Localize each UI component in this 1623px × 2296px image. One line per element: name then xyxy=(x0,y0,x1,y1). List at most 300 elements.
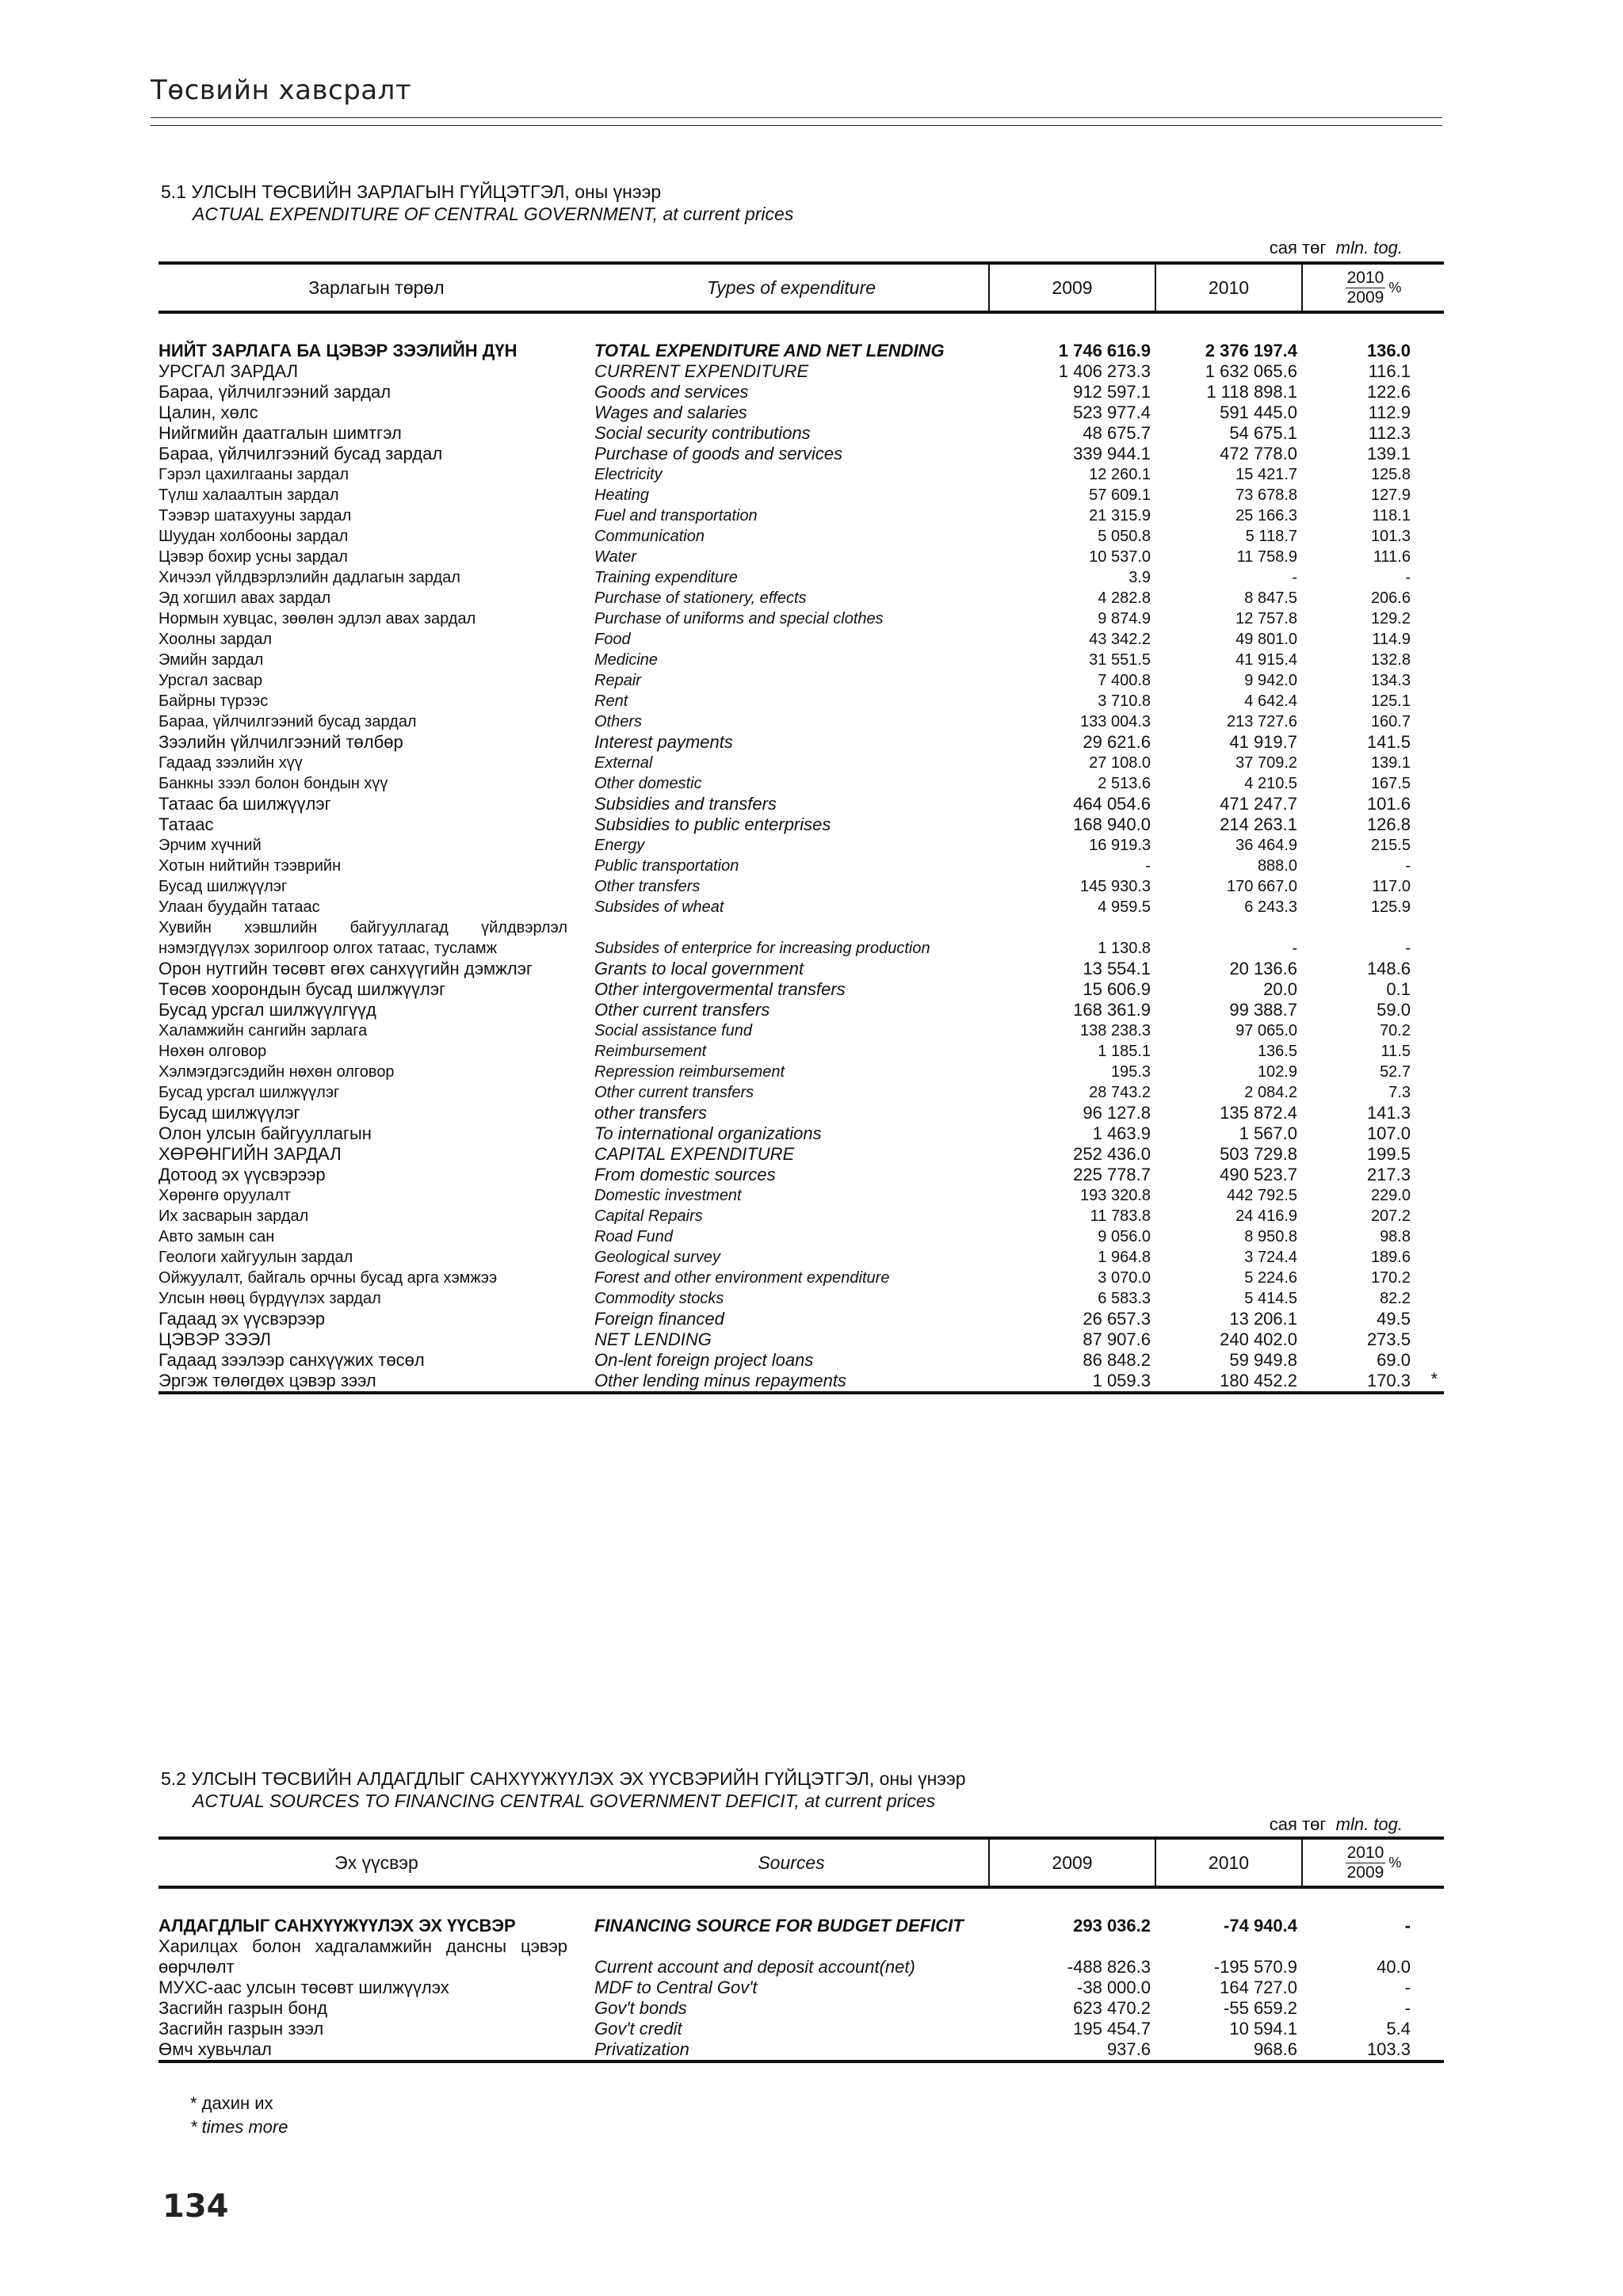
table-row xyxy=(158,1020,1444,1041)
value-2010: -55 659.2 xyxy=(1224,1998,1297,2018)
value-2010: 4 642.4 xyxy=(1244,692,1297,710)
value-ratio: 132.8 xyxy=(1370,651,1411,669)
value-ratio: 129.2 xyxy=(1370,610,1411,627)
row-label-mn: Бусад урсгал шилжүүлэг xyxy=(158,1084,340,1101)
row-label-mn: Эмийн зардал xyxy=(158,651,264,669)
value-2009: 26 657.3 xyxy=(1083,1309,1151,1329)
value-2009: 48 675.7 xyxy=(1083,423,1151,443)
row-label-en: Other intergovermental transfers xyxy=(594,979,846,999)
value-ratio: 112.3 xyxy=(1368,423,1411,443)
value-2010: 97 065.0 xyxy=(1235,1022,1297,1039)
value-2009: 1 185.1 xyxy=(1098,1043,1151,1060)
row-label-en: Subsides of enterprice for increasing production xyxy=(594,940,930,957)
row-label-en: Training expenditure xyxy=(594,569,738,586)
sources-table-body xyxy=(158,1887,1444,2061)
table-row xyxy=(158,1103,1444,1123)
value-ratio: 215.5 xyxy=(1370,837,1411,854)
table-row xyxy=(158,382,1444,402)
value-2009: 7 400.8 xyxy=(1098,672,1151,689)
table-row xyxy=(158,1041,1444,1062)
value-ratio: 206.6 xyxy=(1370,589,1411,607)
value-2009: 4 282.8 xyxy=(1098,589,1151,607)
value-ratio: 82.2 xyxy=(1380,1290,1411,1307)
row-label-mn: Бараа, үйлчилгээний бусад зардал xyxy=(158,713,417,730)
row-label-mn: Улаан буудайн татаас xyxy=(158,898,320,916)
value-2009: 3.9 xyxy=(1128,569,1151,586)
value-2009: 523 977.4 xyxy=(1073,402,1151,422)
row-label-en: Other lending minus repayments xyxy=(594,1371,989,1393)
table-row xyxy=(158,464,1444,485)
table-row xyxy=(158,423,1444,444)
row-label-en: External xyxy=(594,754,653,772)
table-row xyxy=(158,547,1444,567)
value-2009: 1 406 273.3 xyxy=(1058,361,1151,381)
value-2010: 49 801.0 xyxy=(1235,631,1297,648)
value-2009: 1 964.8 xyxy=(1098,1249,1151,1266)
value-2009: 5 050.8 xyxy=(1098,528,1151,545)
value-ratio: 125.8 xyxy=(1370,466,1411,483)
header-2010: 2010 xyxy=(1155,1838,1302,1887)
value-2009: - xyxy=(1145,857,1151,875)
section-title-mn: 5.2 УЛСЫН ТӨСВИЙН АЛДАГДЛЫГ САНХҮҮЖҮҮЛЭХ ЭХ ҮҮСВЭРИЙН ГҮЙЦЭТГЭЛ, оны үнээр xyxy=(161,1768,966,1789)
value-2010: 1 567.0 xyxy=(1239,1123,1297,1143)
row-label-en: Public transportation xyxy=(594,857,739,875)
value-2009: 6 583.3 xyxy=(1098,1290,1151,1307)
value-ratio: 59.0 xyxy=(1377,1000,1411,1020)
value-ratio: - xyxy=(1404,1978,1411,1997)
section-title xyxy=(161,181,793,225)
row-label-en: CAPITAL EXPENDITURE xyxy=(594,1144,795,1164)
value-ratio: 107.0 xyxy=(1366,1123,1411,1143)
row-label-en: MDF to Central Gov't xyxy=(594,1978,758,1997)
table-row xyxy=(158,917,1444,959)
row-label-mn: Дотоод эх үүсвэрээр xyxy=(158,1165,326,1184)
row-label-mn: Эд хогшил авах зардал xyxy=(158,589,331,607)
row-label-en: Subsides of wheat xyxy=(594,898,724,916)
section-title-en: ACTUAL EXPENDITURE OF CENTRAL GOVERNMENT, at current prices xyxy=(193,204,794,224)
table-row xyxy=(158,711,1444,732)
value-2009: 86 848.2 xyxy=(1083,1350,1151,1370)
row-label-en: From domestic sources xyxy=(594,1165,776,1184)
row-label-en: Communication xyxy=(594,528,705,545)
row-label-en: Forest and other environment expenditure xyxy=(594,1269,890,1287)
value-2009: 87 907.6 xyxy=(1083,1329,1151,1349)
ratio-unit: % xyxy=(1388,280,1402,296)
table-row xyxy=(158,526,1444,547)
value-2009: 195 454.7 xyxy=(1073,2019,1151,2039)
row-label-mn: Нөхөн олговор xyxy=(158,1043,267,1060)
value-2010: 214 263.1 xyxy=(1220,814,1297,834)
row-label-en: Purchase of goods and services xyxy=(594,444,843,463)
row-label-mn: Урсгал засвар xyxy=(158,672,263,689)
table-row xyxy=(158,1123,1444,1144)
value-2010: 5 414.5 xyxy=(1244,1290,1297,1307)
value-2010: -195 570.9 xyxy=(1213,1957,1297,1977)
value-2009: 43 342.2 xyxy=(1089,631,1151,648)
row-label-mn: АЛДАГДЛЫГ САНХҮҮЖҮҮЛЭХ ЭХ ҮҮСВЭР xyxy=(158,1916,516,1936)
row-label-en: On-lent foreign project loans xyxy=(594,1350,814,1370)
row-label-mn: Олон улсын байгууллагын xyxy=(158,1123,372,1143)
row-label-en: Capital Repairs xyxy=(594,1207,703,1225)
row-label-mn: Хоолны зардал xyxy=(158,631,272,648)
row-label-mn: Бусад шилжүүлэг xyxy=(158,878,288,895)
value-ratio: 117.0 xyxy=(1372,878,1411,895)
table-header-row xyxy=(158,263,1444,312)
expenditure-table-body xyxy=(158,312,1444,1393)
row-label-mn: Хичээл үйлдвэрлэлийн дадлагын зардал xyxy=(158,569,460,586)
table-row xyxy=(158,2039,1444,2061)
value-2010: 8 950.8 xyxy=(1244,1228,1297,1245)
value-ratio: 116.1 xyxy=(1368,361,1411,381)
table-row xyxy=(158,794,1444,814)
row-label-en: Subsidies to public enterprises xyxy=(594,814,831,834)
table-row xyxy=(158,588,1444,608)
table-row xyxy=(158,1226,1444,1247)
value-2009: 15 606.9 xyxy=(1083,979,1151,999)
value-2010: 180 452.2 xyxy=(1155,1371,1302,1393)
value-2009: 1 463.9 xyxy=(1092,1123,1151,1143)
value-2009: 2 513.6 xyxy=(1098,775,1151,792)
row-label-mn: Төсөв хоорондын бусад шилжүүлэг xyxy=(158,979,446,999)
value-2010: 213 727.6 xyxy=(1227,713,1297,730)
value-2010: 240 402.0 xyxy=(1220,1329,1297,1349)
value-2009: 133 004.3 xyxy=(1080,713,1151,730)
value-2010: 73 678.8 xyxy=(1235,486,1297,504)
table-row xyxy=(158,1000,1444,1020)
value-2009: 168 361.9 xyxy=(1073,1000,1151,1020)
value-2010: 490 523.7 xyxy=(1220,1165,1297,1184)
value-ratio: 103.3 xyxy=(1302,2039,1444,2061)
header-2009: 2009 xyxy=(989,263,1155,312)
table-row xyxy=(158,1998,1444,2019)
row-label-en: Repair xyxy=(594,672,641,689)
value-2009: 29 621.6 xyxy=(1083,732,1151,752)
value-ratio: 160.7 xyxy=(1370,713,1411,730)
value-2009: 31 551.5 xyxy=(1089,651,1151,669)
table-row xyxy=(158,485,1444,505)
value-2010: 442 792.5 xyxy=(1227,1187,1297,1204)
table-row xyxy=(158,650,1444,670)
row-label-en: Social assistance fund xyxy=(594,1022,753,1039)
value-2010: 20.0 xyxy=(1263,979,1297,999)
table-row xyxy=(158,1350,1444,1371)
value-ratio: - xyxy=(1404,1998,1411,2018)
units-label xyxy=(1270,238,1403,258)
value-ratio: 125.9 xyxy=(1370,898,1411,916)
value-2009: 1 059.3 xyxy=(989,1371,1155,1393)
row-label-en: Grants to local government xyxy=(594,959,804,978)
row-label-en: Road Fund xyxy=(594,1228,673,1245)
header-ratio xyxy=(1302,1838,1444,1887)
value-2010: 59 949.8 xyxy=(1229,1350,1297,1370)
table-row xyxy=(158,732,1444,753)
row-label-mn: Байрны түрээс xyxy=(158,692,269,710)
row-label-mn: Бараа, үйлчилгээний бусад зардал xyxy=(158,444,443,463)
value-ratio: 118.1 xyxy=(1372,507,1411,524)
value-2010: 24 416.9 xyxy=(1235,1207,1297,1225)
value-ratio: - xyxy=(1404,1916,1411,1936)
value-2010: 472 778.0 xyxy=(1220,444,1297,463)
row-label-en: Purchase of stationery, effects xyxy=(594,589,807,607)
table-row xyxy=(158,629,1444,650)
footnote-marker: * xyxy=(1430,1369,1438,1389)
row-label-en: Current account and deposit account(net) xyxy=(594,1957,915,1977)
value-ratio: 49.5 xyxy=(1377,1309,1411,1329)
value-2009: 168 940.0 xyxy=(1073,814,1151,834)
footnote xyxy=(190,2092,288,2139)
value-ratio: 0.1 xyxy=(1386,979,1411,999)
row-label-en: Domestic investment xyxy=(594,1187,742,1204)
table-row xyxy=(158,505,1444,526)
table-row xyxy=(158,1247,1444,1268)
row-label-mn: Шуудан холбооны зардал xyxy=(158,528,349,545)
row-label-mn: Татаас xyxy=(158,814,214,834)
value-2009: 11 783.8 xyxy=(1090,1207,1151,1225)
row-label-mn: Геологи хайгуулын зардал xyxy=(158,1249,353,1266)
row-label-mn: Хотын нийтийн тээврийн xyxy=(158,857,342,875)
table-row xyxy=(158,312,1444,361)
value-2010: 2 084.2 xyxy=(1244,1084,1297,1101)
value-ratio: 141.5 xyxy=(1366,732,1411,752)
value-2010: 591 445.0 xyxy=(1220,402,1297,422)
value-2010: 15 421.7 xyxy=(1235,466,1297,483)
value-ratio: 122.6 xyxy=(1366,382,1411,402)
section-title xyxy=(161,1768,966,1812)
value-ratio: 11.5 xyxy=(1381,1043,1411,1060)
row-label-mn: Хувийн хэвшлийн байгууллагад үйлдвэрлэл нэмэгдүүлэх зорилгоор олгох татаас, тусламж xyxy=(158,919,567,957)
value-2009: 937.6 xyxy=(989,2039,1155,2061)
value-2010: 9 942.0 xyxy=(1244,672,1297,689)
value-2009: 339 944.1 xyxy=(1073,444,1151,463)
value-2010: 503 729.8 xyxy=(1220,1144,1297,1164)
value-ratio: - xyxy=(1405,569,1411,586)
ratio-bottom: 2009 xyxy=(1346,288,1384,307)
value-2009: 4 959.5 xyxy=(1098,898,1151,916)
value-2010: 11 758.9 xyxy=(1236,548,1297,566)
row-label-mn: Татаас ба шилжүүлэг xyxy=(158,794,331,814)
value-ratio: 207.2 xyxy=(1370,1207,1411,1225)
value-ratio: 111.6 xyxy=(1373,548,1411,566)
value-ratio: 273.5 xyxy=(1366,1329,1411,1349)
row-label-en: FINANCING SOURCE FOR BUDGET DEFICIT xyxy=(594,1916,964,1936)
row-label-mn: Халамжийн сангийн зарлага xyxy=(158,1022,368,1039)
footnote-en: * times more xyxy=(190,2117,288,2137)
row-label-en: Fuel and transportation xyxy=(594,507,758,524)
value-2009: 623 470.2 xyxy=(1073,1998,1151,2018)
section-title-mn: 5.1 УЛСЫН ТӨСВИЙН ЗАРЛАГЫН ГҮЙЦЭТГЭЛ, оны үнээр xyxy=(161,181,662,202)
value-ratio: 101.6 xyxy=(1366,794,1411,814)
table-header-row xyxy=(158,1838,1444,1887)
units-mn: сая төг xyxy=(1269,238,1327,257)
row-label-en: CURRENT EXPENDITURE xyxy=(594,361,809,381)
row-label-mn: Хөрөнгө оруулалт xyxy=(158,1187,291,1204)
value-2009: -38 000.0 xyxy=(1077,1978,1151,1997)
table-row xyxy=(158,1936,1444,1978)
row-label-en: Food xyxy=(594,631,631,648)
table-row xyxy=(158,1887,1444,1936)
value-ratio: 167.5 xyxy=(1370,775,1411,792)
units-en: mln. tog. xyxy=(1335,238,1403,257)
row-label-mn: Хэлмэгдэгсэдийн нөхөн олговор xyxy=(158,1063,395,1081)
value-2009: 96 127.8 xyxy=(1083,1103,1151,1123)
header-2010: 2010 xyxy=(1155,263,1302,312)
row-label-en: Energy xyxy=(594,837,645,854)
value-2009: 28 743.2 xyxy=(1089,1084,1151,1101)
row-label-mn: Нийгмийн даатгалын шимтгэл xyxy=(158,423,402,443)
table-row xyxy=(158,1329,1444,1350)
value-ratio: 134.3 xyxy=(1370,672,1411,689)
value-2010: 8 847.5 xyxy=(1244,589,1297,607)
value-2010: -74 940.4 xyxy=(1224,1916,1297,1936)
value-2010: - xyxy=(1292,569,1297,586)
row-label-mn: НИЙТ ЗАРЛАГА БА ЦЭВЭР ЗЭЭЛИЙН ДҮН xyxy=(158,341,517,360)
row-label-mn: Их засварын зардал xyxy=(158,1207,309,1225)
value-ratio: 7.3 xyxy=(1388,1084,1411,1101)
header-type-en: Types of expenditure xyxy=(594,263,989,312)
row-label-mn: Эргэж төлөгдөх цэвэр зээл xyxy=(158,1371,594,1393)
table-row xyxy=(158,1165,1444,1185)
value-2010: 25 166.3 xyxy=(1235,507,1297,524)
row-label-en: Other domestic xyxy=(594,775,702,792)
value-2010: 6 243.3 xyxy=(1244,898,1297,916)
value-2009: 10 537.0 xyxy=(1089,548,1151,566)
table-row xyxy=(158,608,1444,629)
row-label-en: Wages and salaries xyxy=(594,402,747,422)
table-row xyxy=(158,1288,1444,1309)
table-row xyxy=(158,1978,1444,1998)
table-row xyxy=(158,691,1444,711)
value-2009: 3 070.0 xyxy=(1098,1269,1151,1287)
header-source-mn: Эх үүсвэр xyxy=(158,1838,594,1887)
value-2009: 1 746 616.9 xyxy=(1058,341,1151,360)
row-label-mn: МУХС-аас улсын төсөвт шилжүүлэх xyxy=(158,1978,449,1997)
row-label-mn: Гадаад зээлээр санхүүжих төсөл xyxy=(158,1350,425,1370)
value-2010: 102.9 xyxy=(1257,1063,1297,1081)
value-2010: 20 136.6 xyxy=(1229,959,1297,978)
row-label-mn: Улсын нөөц бүрдүүлэх зардал xyxy=(158,1290,381,1307)
value-ratio: 141.3 xyxy=(1366,1103,1411,1123)
row-label-mn: Харилцах болон хадгаламжийн дансны цэвэр өөрчлөлт xyxy=(158,1936,567,1977)
value-2009: 912 597.1 xyxy=(1073,382,1151,402)
value-ratio: 101.3 xyxy=(1370,528,1411,545)
row-label-en: Other current transfers xyxy=(594,1084,754,1101)
row-label-mn: Банкны зээл болон бондын хүү xyxy=(158,775,388,792)
value-2010: 37 709.2 xyxy=(1235,754,1297,772)
value-2009: 9 056.0 xyxy=(1098,1228,1151,1245)
value-2009: 21 315.9 xyxy=(1089,507,1151,524)
row-label-en: Interest payments xyxy=(594,732,733,752)
expenditure-table xyxy=(158,261,1444,1394)
value-ratio: 127.9 xyxy=(1370,486,1411,504)
row-label-mn: Гадаад зээлийн хүү xyxy=(158,754,303,772)
value-2010: 41 919.7 xyxy=(1229,732,1297,752)
table-row xyxy=(158,670,1444,691)
header-rule xyxy=(151,117,1442,118)
value-2010: 164 727.0 xyxy=(1220,1978,1297,1997)
table-row xyxy=(158,1082,1444,1103)
footnote-mn: * дахин их xyxy=(190,2093,273,2113)
value-ratio: 114.9 xyxy=(1372,631,1411,648)
value-ratio: 5.4 xyxy=(1386,2019,1411,2039)
table-row xyxy=(158,897,1444,917)
value-ratio: 170.2 xyxy=(1370,1269,1411,1287)
table-row xyxy=(158,856,1444,876)
value-2009: 57 609.1 xyxy=(1089,486,1151,504)
row-label-en: other transfers xyxy=(594,1103,707,1123)
row-label-en: Privatization xyxy=(594,2039,989,2061)
row-label-en: Others xyxy=(594,713,643,730)
header-2009: 2009 xyxy=(989,1838,1155,1887)
value-2009: 16 919.3 xyxy=(1089,837,1151,854)
row-label-en: Other current transfers xyxy=(594,1000,770,1020)
value-2010: 888.0 xyxy=(1257,857,1297,875)
value-2010: 3 724.4 xyxy=(1244,1249,1297,1266)
table-row xyxy=(158,444,1444,464)
page-number: 134 xyxy=(162,2188,229,2225)
value-ratio: 139.1 xyxy=(1366,444,1411,463)
table-row xyxy=(158,1309,1444,1329)
table-row xyxy=(158,959,1444,979)
table-row xyxy=(158,2019,1444,2039)
value-ratio: 98.8 xyxy=(1380,1228,1411,1245)
value-2009: 1 130.8 xyxy=(1098,940,1151,957)
row-label-mn: Засгийн газрын зээл xyxy=(158,2019,324,2039)
row-label-mn: Бусад шилжүүлэг xyxy=(158,1103,300,1123)
row-label-mn: Эрчим хүчний xyxy=(158,837,262,854)
value-2009: 13 554.1 xyxy=(1083,959,1151,978)
section-title-en: ACTUAL SOURCES TO FINANCING CENTRAL GOVERNMENT DEFICIT, at current prices xyxy=(193,1791,936,1811)
table-row xyxy=(158,1062,1444,1082)
row-label-mn: Нормын хувцас, зөөлөн эдлэл авах зардал xyxy=(158,610,476,627)
value-ratio: 199.5 xyxy=(1366,1144,1411,1164)
header-ratio xyxy=(1302,263,1444,312)
value-2010: 12 757.8 xyxy=(1235,610,1297,627)
ratio-bottom: 2009 xyxy=(1346,1863,1384,1882)
row-label-mn: Түлш халаалтын зардал xyxy=(158,486,339,504)
units-mn: сая төг xyxy=(1269,1814,1327,1834)
value-ratio: 112.9 xyxy=(1368,402,1411,422)
row-label-mn: ЦЭВЭР ЗЭЭЛ xyxy=(158,1329,271,1349)
value-ratio: 170.3 * xyxy=(1302,1371,1444,1393)
value-2010: 1 632 065.6 xyxy=(1205,361,1297,381)
value-2010: 36 464.9 xyxy=(1235,837,1297,854)
value-ratio: 139.1 xyxy=(1370,754,1411,772)
row-label-mn: Цэвэр бохир усны зардал xyxy=(158,548,348,566)
value-ratio: 148.6 xyxy=(1366,959,1411,978)
table-row xyxy=(158,402,1444,423)
row-label-mn: Өмч хувьчлал xyxy=(158,2039,594,2061)
row-label-mn: ХӨРӨНГИЙН ЗАРДАЛ xyxy=(158,1144,342,1164)
row-label-en: Goods and services xyxy=(594,382,749,402)
ratio-top: 2010 xyxy=(1346,1843,1384,1862)
row-label-mn: Засгийн газрын бонд xyxy=(158,1998,328,2018)
value-2010: 1 118 898.1 xyxy=(1206,382,1297,402)
value-2010: 13 206.1 xyxy=(1229,1309,1297,1329)
row-label-en: Water xyxy=(594,548,636,566)
value-2009: 193 320.8 xyxy=(1080,1187,1151,1204)
value-2010: 99 388.7 xyxy=(1229,1000,1297,1020)
table-row xyxy=(158,773,1444,794)
value-2009: 9 874.9 xyxy=(1098,610,1151,627)
value-ratio: 189.6 xyxy=(1370,1249,1411,1266)
row-label-en: To international organizations xyxy=(594,1123,822,1143)
row-label-mn: Бараа, үйлчилгээний зардал xyxy=(158,382,391,402)
value-2010: 136.5 xyxy=(1257,1043,1297,1060)
row-label-en: Heating xyxy=(594,486,649,504)
value-ratio: - xyxy=(1405,940,1411,957)
row-label-en: Geological survey xyxy=(594,1249,720,1266)
table-row xyxy=(158,835,1444,856)
